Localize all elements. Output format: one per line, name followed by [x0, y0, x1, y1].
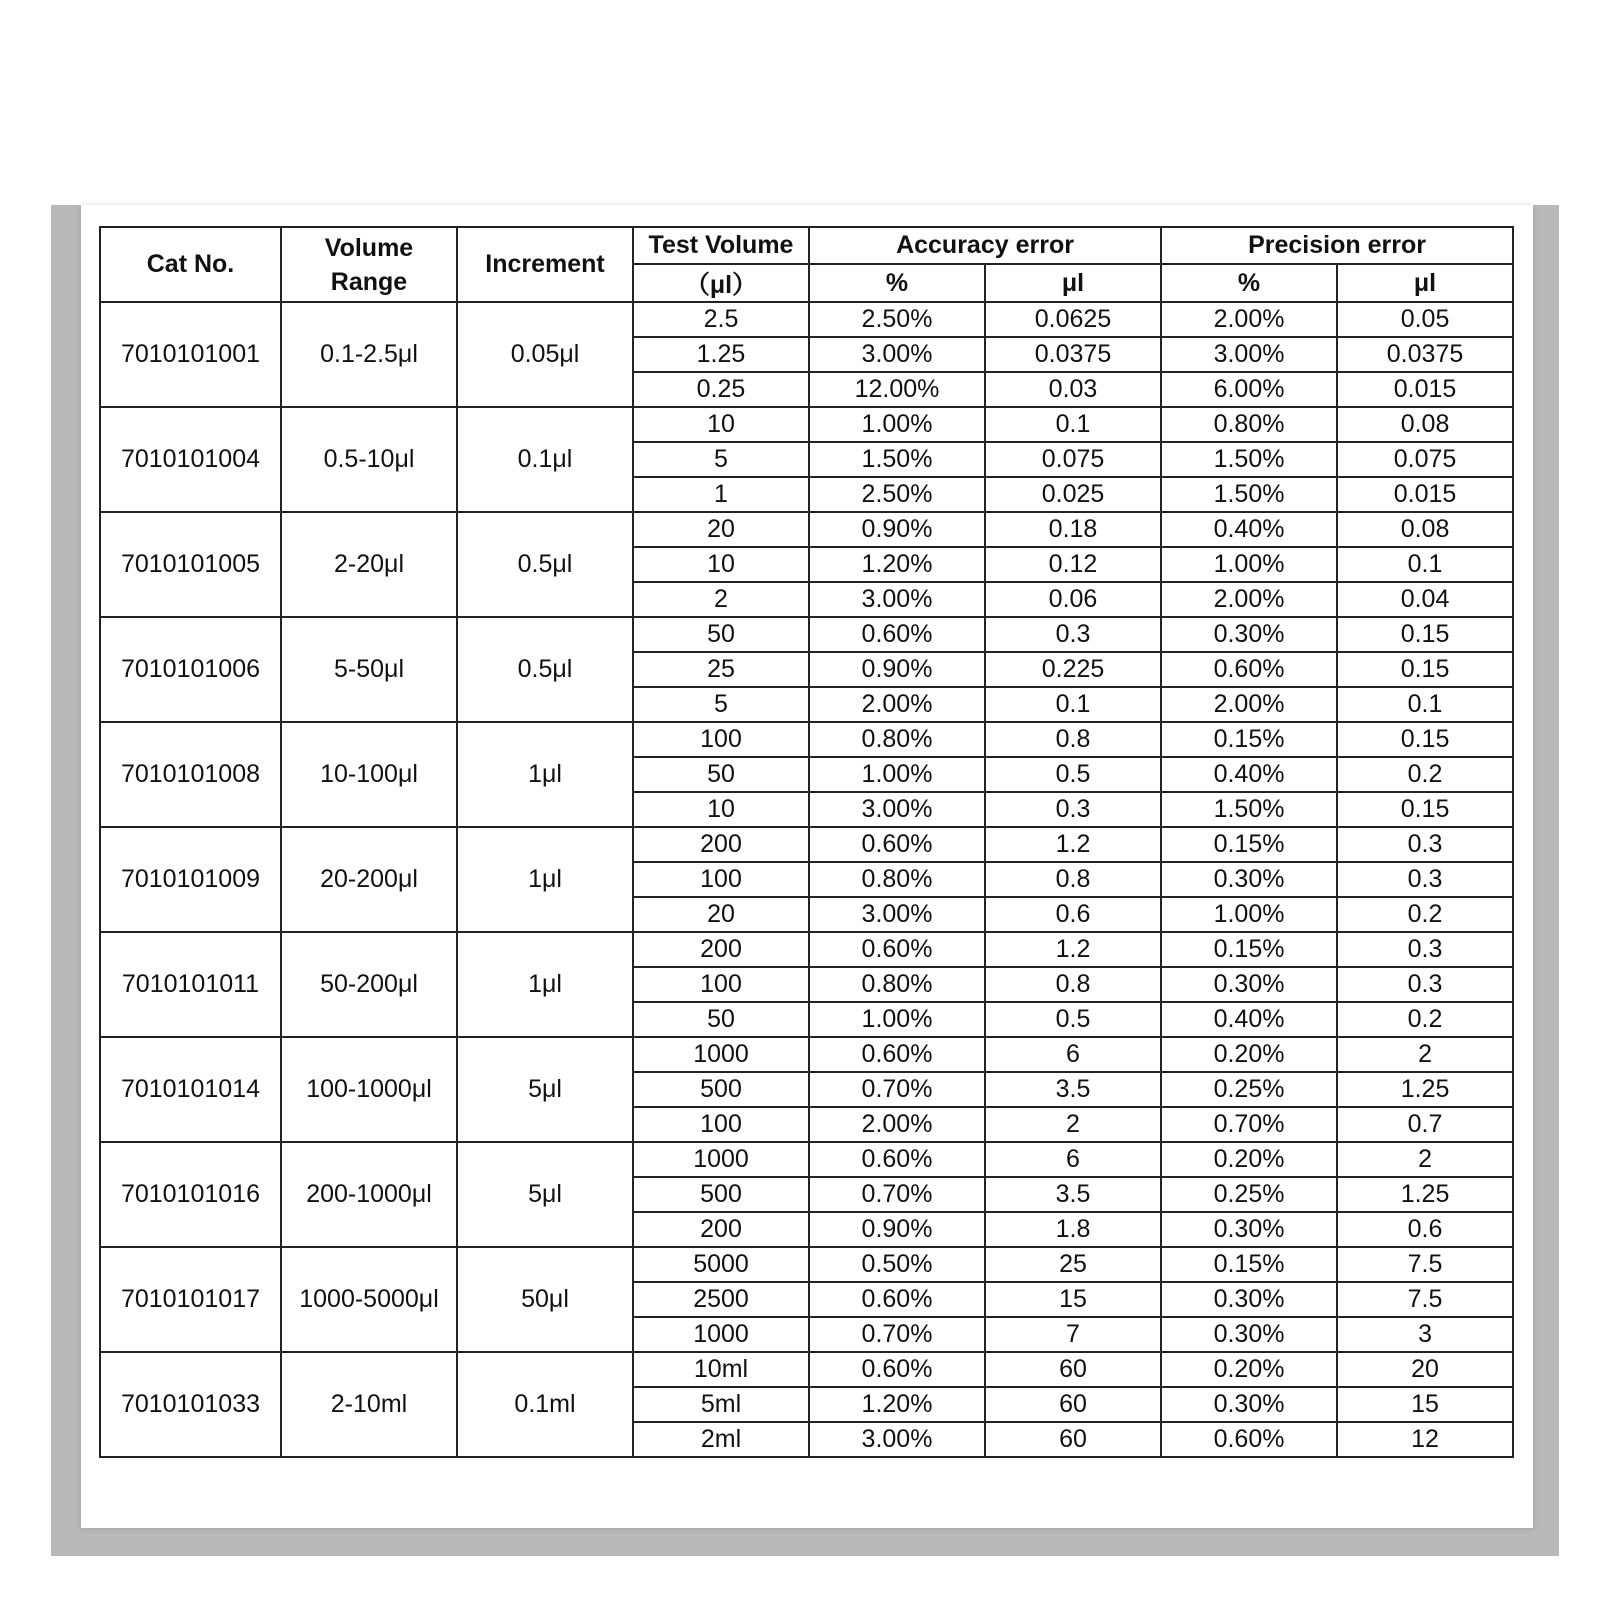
test-volume-cell: 1000 — [633, 1317, 809, 1352]
accuracy-ul-cell: 0.225 — [985, 652, 1161, 687]
increment-cell: 1μl — [457, 932, 633, 1037]
precision-percent-cell: 0.80% — [1161, 407, 1337, 442]
test-volume-cell: 5000 — [633, 1247, 809, 1282]
test-volume-cell: 2.5 — [633, 302, 809, 337]
precision-percent-cell: 0.30% — [1161, 1212, 1337, 1247]
increment-cell: 5μl — [457, 1142, 633, 1247]
accuracy-percent-cell: 1.20% — [809, 547, 985, 582]
precision-ul-cell: 0.3 — [1337, 862, 1513, 897]
increment-cell: 1μl — [457, 722, 633, 827]
test-volume-cell: 1 — [633, 477, 809, 512]
precision-percent-cell: 1.00% — [1161, 897, 1337, 932]
precision-percent-cell: 0.40% — [1161, 1002, 1337, 1037]
precision-percent-cell: 0.20% — [1161, 1037, 1337, 1072]
test-volume-cell: 200 — [633, 827, 809, 862]
test-volume-cell: 500 — [633, 1177, 809, 1212]
test-volume-cell: 2 — [633, 582, 809, 617]
precision-percent-cell: 0.30% — [1161, 862, 1337, 897]
precision-percent-cell: 0.30% — [1161, 617, 1337, 652]
precision-ul-cell: 7.5 — [1337, 1282, 1513, 1317]
table-row — [100, 722, 1513, 757]
precision-percent-cell: 2.00% — [1161, 687, 1337, 722]
precision-percent-cell: 2.00% — [1161, 582, 1337, 617]
precision-percent-cell: 0.15% — [1161, 827, 1337, 862]
precision-percent-cell: 0.60% — [1161, 1422, 1337, 1457]
test-volume-cell: 1000 — [633, 1037, 809, 1072]
accuracy-percent-cell: 0.60% — [809, 932, 985, 967]
accuracy-percent-cell: 3.00% — [809, 897, 985, 932]
precision-ul-cell: 0.3 — [1337, 827, 1513, 862]
table-row — [100, 512, 1513, 547]
cat-no-cell: 7010101014 — [100, 1037, 281, 1142]
accuracy-percent-cell: 3.00% — [809, 582, 985, 617]
test-volume-cell: 200 — [633, 932, 809, 967]
volume-range-cell: 50-200μl — [281, 932, 457, 1037]
volume-range-cell: 0.1-2.5μl — [281, 302, 457, 407]
accuracy-percent-cell: 2.50% — [809, 477, 985, 512]
precision-percent-cell: 0.60% — [1161, 652, 1337, 687]
accuracy-percent-cell: 0.80% — [809, 862, 985, 897]
accuracy-ul-cell: 0.6 — [985, 897, 1161, 932]
header-accuracy-ul: μl — [985, 264, 1161, 302]
accuracy-percent-cell: 0.70% — [809, 1317, 985, 1352]
test-volume-cell: 10ml — [633, 1352, 809, 1387]
precision-ul-cell: 3 — [1337, 1317, 1513, 1352]
precision-ul-cell: 12 — [1337, 1422, 1513, 1457]
accuracy-ul-cell: 0.8 — [985, 862, 1161, 897]
precision-ul-cell: 0.2 — [1337, 897, 1513, 932]
accuracy-percent-cell: 0.80% — [809, 967, 985, 1002]
table-row — [100, 827, 1513, 862]
accuracy-percent-cell: 0.60% — [809, 827, 985, 862]
accuracy-ul-cell: 0.3 — [985, 792, 1161, 827]
accuracy-percent-cell: 0.80% — [809, 722, 985, 757]
precision-percent-cell: 0.20% — [1161, 1352, 1337, 1387]
accuracy-percent-cell: 1.20% — [809, 1387, 985, 1422]
accuracy-ul-cell: 6 — [985, 1142, 1161, 1177]
precision-ul-cell: 2 — [1337, 1037, 1513, 1072]
accuracy-ul-cell: 3.5 — [985, 1177, 1161, 1212]
precision-ul-cell: 0.015 — [1337, 477, 1513, 512]
precision-ul-cell: 0.0375 — [1337, 337, 1513, 372]
header-volume-range — [281, 227, 457, 302]
accuracy-percent-cell: 1.00% — [809, 757, 985, 792]
increment-cell: 0.05μl — [457, 302, 633, 407]
precision-ul-cell: 0.3 — [1337, 967, 1513, 1002]
accuracy-ul-cell: 1.8 — [985, 1212, 1161, 1247]
accuracy-percent-cell: 1.50% — [809, 442, 985, 477]
test-volume-cell: 50 — [633, 617, 809, 652]
test-volume-cell: 200 — [633, 1212, 809, 1247]
volume-range-cell: 1000-5000μl — [281, 1247, 457, 1352]
precision-percent-cell: 0.20% — [1161, 1142, 1337, 1177]
test-volume-cell: 50 — [633, 1002, 809, 1037]
accuracy-ul-cell: 2 — [985, 1107, 1161, 1142]
accuracy-percent-cell: 0.90% — [809, 652, 985, 687]
increment-cell: 5μl — [457, 1037, 633, 1142]
header-volume-range-text: Volume Range — [324, 233, 414, 296]
accuracy-percent-cell: 1.00% — [809, 407, 985, 442]
accuracy-percent-cell: 2.00% — [809, 687, 985, 722]
accuracy-ul-cell: 0.03 — [985, 372, 1161, 407]
header-accuracy-percent: % — [809, 264, 985, 302]
precision-ul-cell: 0.075 — [1337, 442, 1513, 477]
precision-percent-cell: 6.00% — [1161, 372, 1337, 407]
header-accuracy-error: Accuracy error — [809, 227, 1161, 264]
accuracy-ul-cell: 0.8 — [985, 967, 1161, 1002]
test-volume-cell: 2500 — [633, 1282, 809, 1317]
test-volume-cell: 1.25 — [633, 337, 809, 372]
cat-no-cell: 7010101017 — [100, 1247, 281, 1352]
precision-ul-cell: 15 — [1337, 1387, 1513, 1422]
header-precision-error: Precision error — [1161, 227, 1513, 264]
accuracy-ul-cell: 0.0375 — [985, 337, 1161, 372]
test-volume-cell: 100 — [633, 722, 809, 757]
table-row — [100, 302, 1513, 337]
precision-percent-cell: 0.30% — [1161, 1317, 1337, 1352]
precision-ul-cell: 0.2 — [1337, 757, 1513, 792]
accuracy-ul-cell: 1.2 — [985, 932, 1161, 967]
precision-percent-cell: 0.15% — [1161, 932, 1337, 967]
table-row — [100, 407, 1513, 442]
accuracy-percent-cell: 0.50% — [809, 1247, 985, 1282]
precision-percent-cell: 3.00% — [1161, 337, 1337, 372]
cat-no-cell: 7010101001 — [100, 302, 281, 407]
volume-range-cell: 200-1000μl — [281, 1142, 457, 1247]
precision-ul-cell: 0.15 — [1337, 792, 1513, 827]
table-row — [100, 1352, 1513, 1387]
cat-no-cell: 7010101009 — [100, 827, 281, 932]
accuracy-ul-cell: 60 — [985, 1422, 1161, 1457]
accuracy-ul-cell: 0.1 — [985, 407, 1161, 442]
test-volume-cell: 5ml — [633, 1387, 809, 1422]
header-precision-percent: % — [1161, 264, 1337, 302]
accuracy-ul-cell: 0.5 — [985, 1002, 1161, 1037]
accuracy-percent-cell: 0.60% — [809, 1142, 985, 1177]
accuracy-ul-cell: 3.5 — [985, 1072, 1161, 1107]
accuracy-ul-cell: 0.8 — [985, 722, 1161, 757]
precision-ul-cell: 1.25 — [1337, 1177, 1513, 1212]
increment-cell: 0.5μl — [457, 617, 633, 722]
accuracy-percent-cell: 3.00% — [809, 1422, 985, 1457]
table-body — [100, 302, 1513, 1457]
accuracy-percent-cell: 0.60% — [809, 1037, 985, 1072]
test-volume-cell: 5 — [633, 687, 809, 722]
precision-percent-cell: 0.15% — [1161, 722, 1337, 757]
cat-no-cell: 7010101033 — [100, 1352, 281, 1457]
increment-cell: 0.5μl — [457, 512, 633, 617]
cat-no-cell: 7010101008 — [100, 722, 281, 827]
accuracy-percent-cell: 3.00% — [809, 792, 985, 827]
accuracy-ul-cell: 0.025 — [985, 477, 1161, 512]
increment-cell: 0.1ml — [457, 1352, 633, 1457]
table-row — [100, 1037, 1513, 1072]
header-increment: Increment — [457, 227, 633, 302]
accuracy-percent-cell: 0.60% — [809, 1282, 985, 1317]
precision-ul-cell: 0.3 — [1337, 932, 1513, 967]
precision-percent-cell: 0.25% — [1161, 1177, 1337, 1212]
accuracy-ul-cell: 0.5 — [985, 757, 1161, 792]
precision-percent-cell: 0.30% — [1161, 1387, 1337, 1422]
test-volume-cell: 0.25 — [633, 372, 809, 407]
header-precision-ul: μl — [1337, 264, 1513, 302]
accuracy-ul-cell: 60 — [985, 1352, 1161, 1387]
precision-percent-cell: 1.50% — [1161, 792, 1337, 827]
test-volume-cell: 500 — [633, 1072, 809, 1107]
accuracy-ul-cell: 0.1 — [985, 687, 1161, 722]
precision-ul-cell: 0.15 — [1337, 722, 1513, 757]
precision-ul-cell: 0.08 — [1337, 407, 1513, 442]
accuracy-percent-cell: 3.00% — [809, 337, 985, 372]
test-volume-cell: 10 — [633, 547, 809, 582]
precision-ul-cell: 0.7 — [1337, 1107, 1513, 1142]
test-volume-cell: 10 — [633, 407, 809, 442]
precision-ul-cell: 0.15 — [1337, 652, 1513, 687]
test-volume-cell: 20 — [633, 897, 809, 932]
table-row — [100, 617, 1513, 652]
test-volume-cell: 1000 — [633, 1142, 809, 1177]
table-row — [100, 1247, 1513, 1282]
precision-ul-cell: 0.1 — [1337, 547, 1513, 582]
precision-percent-cell: 0.40% — [1161, 512, 1337, 547]
accuracy-ul-cell: 60 — [985, 1387, 1161, 1422]
accuracy-ul-cell: 15 — [985, 1282, 1161, 1317]
volume-range-cell: 100-1000μl — [281, 1037, 457, 1142]
increment-cell: 50μl — [457, 1247, 633, 1352]
accuracy-percent-cell: 0.90% — [809, 512, 985, 547]
increment-cell: 1μl — [457, 827, 633, 932]
precision-ul-cell: 1.25 — [1337, 1072, 1513, 1107]
volume-range-cell: 2-10ml — [281, 1352, 457, 1457]
accuracy-ul-cell: 1.2 — [985, 827, 1161, 862]
accuracy-ul-cell: 0.06 — [985, 582, 1161, 617]
precision-percent-cell: 1.50% — [1161, 477, 1337, 512]
increment-cell: 0.1μl — [457, 407, 633, 512]
precision-percent-cell: 1.50% — [1161, 442, 1337, 477]
cat-no-cell: 7010101016 — [100, 1142, 281, 1247]
table-row — [100, 932, 1513, 967]
header-test-volume-unit: （μl） — [633, 264, 809, 302]
volume-range-cell: 0.5-10μl — [281, 407, 457, 512]
precision-ul-cell: 0.15 — [1337, 617, 1513, 652]
accuracy-ul-cell: 25 — [985, 1247, 1161, 1282]
accuracy-percent-cell: 0.90% — [809, 1212, 985, 1247]
accuracy-percent-cell: 0.60% — [809, 617, 985, 652]
test-volume-cell: 25 — [633, 652, 809, 687]
test-volume-cell: 20 — [633, 512, 809, 547]
precision-percent-cell: 0.40% — [1161, 757, 1337, 792]
test-volume-cell: 100 — [633, 1107, 809, 1142]
test-volume-cell: 100 — [633, 862, 809, 897]
test-volume-cell: 5 — [633, 442, 809, 477]
precision-ul-cell: 0.05 — [1337, 302, 1513, 337]
accuracy-percent-cell: 12.00% — [809, 372, 985, 407]
precision-percent-cell: 1.00% — [1161, 547, 1337, 582]
accuracy-ul-cell: 0.12 — [985, 547, 1161, 582]
volume-range-cell: 10-100μl — [281, 722, 457, 827]
test-volume-cell: 50 — [633, 757, 809, 792]
accuracy-ul-cell: 0.075 — [985, 442, 1161, 477]
precision-ul-cell: 0.015 — [1337, 372, 1513, 407]
volume-range-cell: 5-50μl — [281, 617, 457, 722]
precision-percent-cell: 0.15% — [1161, 1247, 1337, 1282]
precision-ul-cell: 0.04 — [1337, 582, 1513, 617]
accuracy-ul-cell: 0.0625 — [985, 302, 1161, 337]
precision-percent-cell: 0.70% — [1161, 1107, 1337, 1142]
test-volume-cell: 10 — [633, 792, 809, 827]
precision-percent-cell: 0.25% — [1161, 1072, 1337, 1107]
precision-ul-cell: 0.2 — [1337, 1002, 1513, 1037]
accuracy-percent-cell: 0.60% — [809, 1352, 985, 1387]
cat-no-cell: 7010101006 — [100, 617, 281, 722]
precision-ul-cell: 20 — [1337, 1352, 1513, 1387]
test-volume-cell: 2ml — [633, 1422, 809, 1457]
precision-ul-cell: 0.6 — [1337, 1212, 1513, 1247]
accuracy-percent-cell: 0.70% — [809, 1177, 985, 1212]
accuracy-percent-cell: 0.70% — [809, 1072, 985, 1107]
volume-range-cell: 20-200μl — [281, 827, 457, 932]
header-test-volume: Test Volume — [633, 227, 809, 264]
accuracy-ul-cell: 0.18 — [985, 512, 1161, 547]
precision-ul-cell: 7.5 — [1337, 1247, 1513, 1282]
accuracy-percent-cell: 2.50% — [809, 302, 985, 337]
pipette-spec-table — [99, 226, 1514, 1458]
accuracy-ul-cell: 0.3 — [985, 617, 1161, 652]
table-row — [100, 1142, 1513, 1177]
precision-percent-cell: 2.00% — [1161, 302, 1337, 337]
volume-range-cell: 2-20μl — [281, 512, 457, 617]
cat-no-cell: 7010101004 — [100, 407, 281, 512]
precision-ul-cell: 0.08 — [1337, 512, 1513, 547]
precision-percent-cell: 0.30% — [1161, 1282, 1337, 1317]
cat-no-cell: 7010101005 — [100, 512, 281, 617]
accuracy-percent-cell: 2.00% — [809, 1107, 985, 1142]
test-volume-cell: 100 — [633, 967, 809, 1002]
accuracy-percent-cell: 1.00% — [809, 1002, 985, 1037]
accuracy-ul-cell: 7 — [985, 1317, 1161, 1352]
precision-ul-cell: 2 — [1337, 1142, 1513, 1177]
precision-ul-cell: 0.1 — [1337, 687, 1513, 722]
cat-no-cell: 7010101011 — [100, 932, 281, 1037]
header-cat-no: Cat No. — [100, 227, 281, 302]
precision-percent-cell: 0.30% — [1161, 967, 1337, 1002]
accuracy-ul-cell: 6 — [985, 1037, 1161, 1072]
